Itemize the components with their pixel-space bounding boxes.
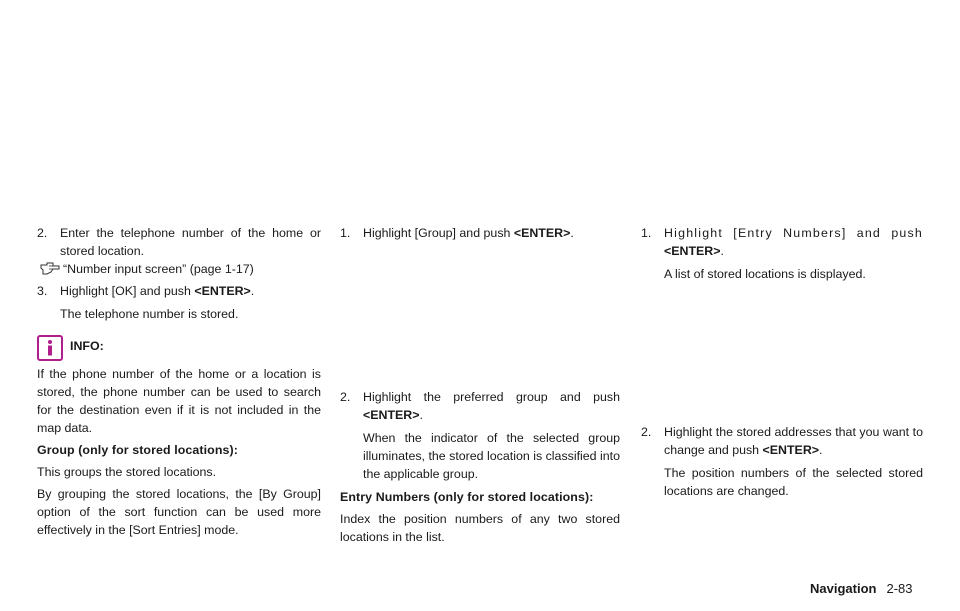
step-number: 2. [641,425,652,439]
step-text: Highlight the preferred group and push [363,390,620,404]
step-text: Enter the telephone number of the home or stored location. [60,226,321,258]
section-heading-group: Group (only for stored locations): [37,443,238,457]
step-text: Highlight [OK] and push [60,284,195,298]
column-left [37,224,321,539]
step-number: 1. [641,226,652,240]
step-text-end: . [250,284,255,298]
cross-reference [37,260,321,278]
info-callout [37,333,321,363]
enter-key-label: <ENTER> [363,408,420,422]
step-number: 2. [37,226,48,240]
enter-key-label: <ENTER> [194,284,251,298]
step-text: Highlight [Group] and push [363,226,514,240]
paragraph: By grouping the stored locations, the [By Group] option of the sort function can be used more effectively in the [Sort Entries] mode. [37,487,321,537]
reference-text: “Number input screen” (page 1-17) [63,262,254,276]
step-text: Highlight the stored addresses that you want to change and push [664,425,923,457]
step-2-highlight-preferred-group [340,388,620,424]
page-footer [810,580,913,598]
paragraph: Index the position numbers of any two stored locations in the list. [340,512,620,544]
column-middle [340,224,620,546]
info-label: INFO: [70,339,104,353]
info-icon [37,335,63,361]
section-heading-entry-numbers: Entry Numbers (only for stored locations): [340,490,594,504]
step-number: 1. [340,226,351,240]
step-text-end: . [419,408,423,422]
enter-key-label: <ENTER> [762,443,819,457]
step-2-highlight-stored-addresses [641,423,923,459]
enter-key-label: <ENTER> [513,226,571,240]
step-text-end: . [570,226,574,240]
step-1-highlight-group [340,224,620,242]
step-3-highlight-ok [37,282,321,300]
step-text-end: . [819,443,823,457]
column-right [641,224,923,500]
paragraph: This groups the stored locations. [37,465,217,479]
step-number: 3. [37,284,48,298]
page-number: 2-83 [886,581,913,596]
step-text: Highlight [Entry Numbers] and push [664,226,923,240]
step-result: The position numbers of the selected stored locations are changed. [664,466,923,498]
step-result: A list of stored locations is displayed. [664,267,866,281]
info-text: If the phone number of the home or a location is stored, the phone number can be used to search for the destination even if it is not included in the map data. [37,367,321,435]
step-2-enter-number [37,224,321,260]
enter-key-label: <ENTER> [664,244,721,258]
step-result: When the indicator of the selected group illuminates, the stored location is classified into the applicable group. [363,431,620,481]
step-1-highlight-entry-numbers [641,224,923,260]
section-name: Navigation [810,581,877,596]
step-result: The telephone number is stored. [60,307,239,321]
step-number: 2. [340,390,351,404]
step-text-end: . [720,244,726,258]
reference-pointer-icon [40,262,60,275]
